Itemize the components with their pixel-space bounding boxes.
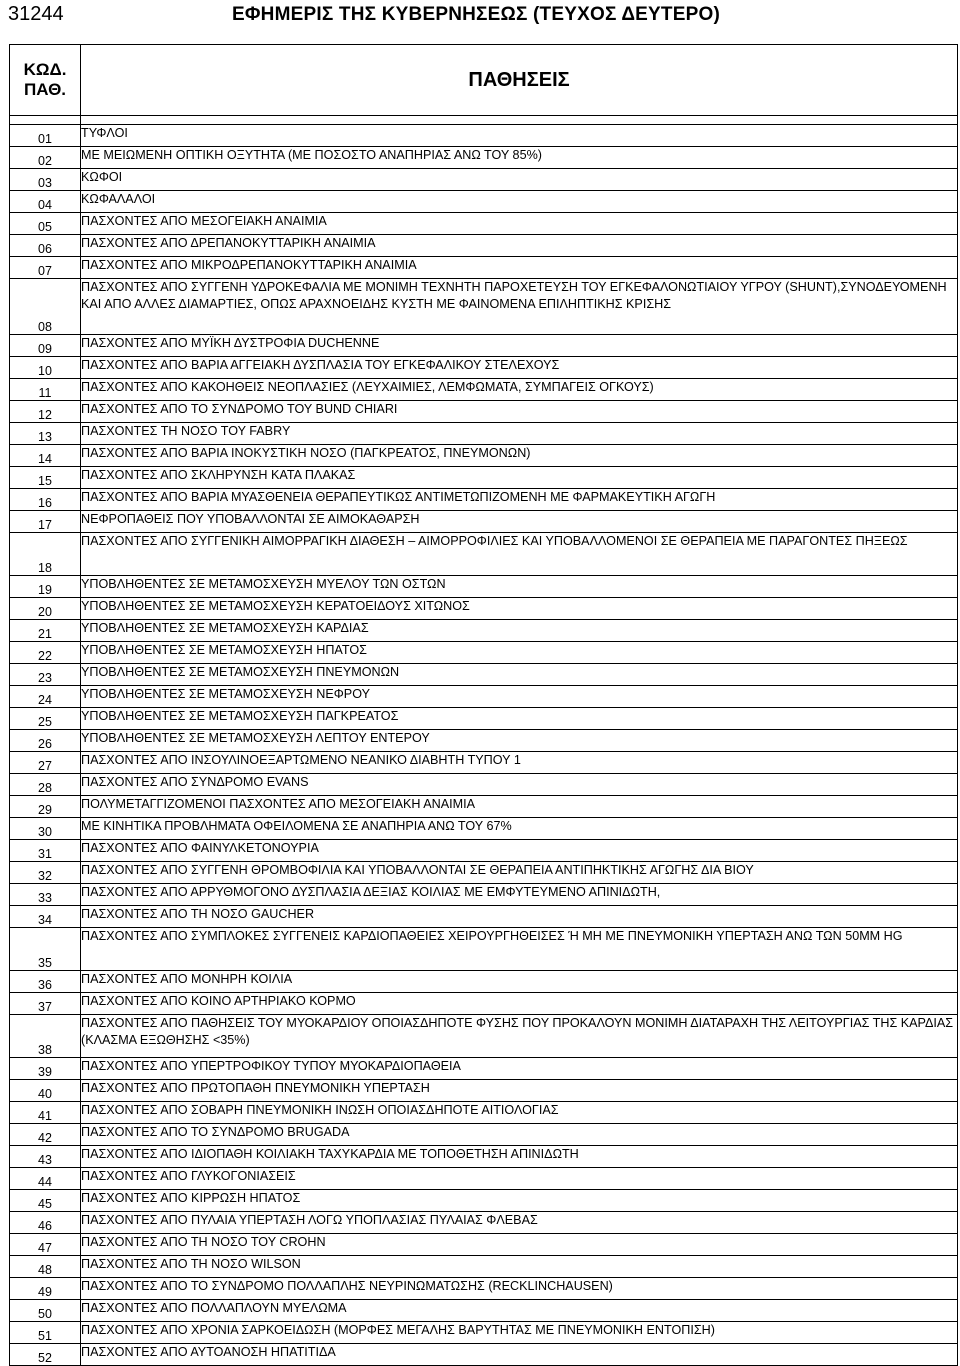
- table-row: [10, 467, 958, 489]
- table-row: [10, 489, 958, 511]
- table-row: [10, 445, 958, 467]
- condition-text: ΜΕ ΚΙΝΗΤΙΚΑ ΠΡΟΒΛΗΜΑΤΑ ΟΦΕΙΛΟΜΕΝΑ ΣΕ ΑΝΑΠΗΡΙΑ ΑΝΩ ΤΟΥ 67%: [81, 818, 958, 840]
- table-row: [10, 862, 958, 884]
- table-row: [10, 752, 958, 774]
- condition-text: ΠΑΣΧΟΝΤΕΣ ΑΠΟ ΠΟΛΛΑΠΛΟΥΝ ΜΥΕΛΩΜΑ: [81, 1300, 958, 1322]
- condition-text: ΜΕ ΜΕΙΩΜΕΝΗ ΟΠΤΙΚΗ ΟΞΥΤΗΤΑ (ΜΕ ΠΟΣΟΣΤΟ ΑΝΑΠΗΡΙΑΣ ΑΝΩ ΤΟΥ 85%): [81, 147, 958, 169]
- table-row: [10, 796, 958, 818]
- condition-code: 19: [10, 576, 81, 598]
- condition-text: ΥΠΟΒΛΗΘΕΝΤΕΣ ΣΕ ΜΕΤΑΜΟΣΧΕΥΣΗ ΜΥΕΛΟΥ ΤΩΝ ΟΣΤΩΝ: [81, 576, 958, 598]
- condition-code: 16: [10, 489, 81, 511]
- condition-code: 51: [10, 1322, 81, 1344]
- condition-text: ΠΑΣΧΟΝΤΕΣ ΑΠΟ ΣΥΝΔΡΟΜΟ EVANS: [81, 774, 958, 796]
- condition-code: 44: [10, 1168, 81, 1190]
- table-row: [10, 533, 958, 576]
- table-row: [10, 1058, 958, 1080]
- table-header-row: [10, 45, 958, 116]
- condition-code: 48: [10, 1256, 81, 1278]
- table-row: [10, 335, 958, 357]
- table-row: [10, 279, 958, 335]
- condition-code: 47: [10, 1234, 81, 1256]
- condition-code: 46: [10, 1212, 81, 1234]
- condition-code: 21: [10, 620, 81, 642]
- condition-text: ΠΑΣΧΟΝΤΕΣ ΑΠΟ ΤΗ ΝΟΣΟ GAUCHER: [81, 906, 958, 928]
- condition-text: ΠΑΣΧΟΝΤΕΣ ΑΠΟ ΤΟ ΣΥΝΔΡΟΜΟ ΠΟΛΛΑΠΛΗΣ ΝΕΥΡΙΝΩΜΑΤΩΣΗΣ (RECKLINCHAUSEN): [81, 1278, 958, 1300]
- condition-code: 14: [10, 445, 81, 467]
- condition-text: ΚΩΦΑΛΑΛΟΙ: [81, 191, 958, 213]
- table-row: [10, 840, 958, 862]
- table-row: [10, 1146, 958, 1168]
- condition-code: 15: [10, 467, 81, 489]
- table-row: [10, 125, 958, 147]
- condition-text: ΝΕΦΡΟΠΑΘΕΙΣ ΠΟΥ ΥΠΟΒΑΛΛΟΝΤΑΙ ΣΕ ΑΙΜΟΚΑΘΑΡΣΗ: [81, 511, 958, 533]
- condition-text: ΠΑΣΧΟΝΤΕΣ ΑΠΟ ΤΗ ΝΟΣΟ WILSON: [81, 1256, 958, 1278]
- condition-text: ΠΑΣΧΟΝΤΕΣ ΑΠΟ ΠΑΘΗΣΕΙΣ ΤΟΥ ΜΥΟΚΑΡΔΙΟΥ ΟΠΟΙΑΣΔΗΠΟΤΕ ΦΥΣΗΣ ΠΟΥ ΠΡΟΚΑΛΟΥΝ ΜΟΝΙΜΗ ΔΙΑΤΑΡΑΧΗ ΤΗΣ ΛΕΙΤΟΥΡΓΙΑΣ ΤΗΣ ΚΑΡΔΙΑΣ (ΚΛΑΣΜΑ ΕΞΩΘΗΣΗΣ <35%): [81, 1015, 958, 1058]
- table-row: [10, 686, 958, 708]
- condition-text: ΠΑΣΧΟΝΤΕΣ ΑΠΟ ΦΑΙΝΥΛΚΕΤΟΝΟΥΡΙΑ: [81, 840, 958, 862]
- table-row: [10, 357, 958, 379]
- gazette-title: ΕΦΗΜΕΡΙΣ ΤΗΣ ΚΥΒΕΡΝΗΣΕΩΣ (ΤΕΥΧΟΣ ΔΕΥΤΕΡΟ): [232, 4, 720, 25]
- condition-text: ΤΥΦΛΟΙ: [81, 125, 958, 147]
- table-row: [10, 730, 958, 752]
- condition-text: ΠΑΣΧΟΝΤΕΣ ΑΠΟ ΙΝΣΟΥΛΙΝΟΕΞΑΡΤΩΜΕΝΟ ΝΕΑΝΙΚΟ ΔΙΑΒΗΤΗ ΤΥΠΟΥ 1: [81, 752, 958, 774]
- table-row: [10, 401, 958, 423]
- condition-text: ΠΑΣΧΟΝΤΕΣ ΑΠΟ ΑΥΤΟΑΝΟΣΗ ΗΠΑΤΙΤΙΔΑ: [81, 1344, 958, 1366]
- condition-text: ΠΑΣΧΟΝΤΕΣ ΑΠΟ ΠΥΛΑΙΑ ΥΠΕΡΤΑΣΗ ΛΟΓΩ ΥΠΟΠΛΑΣΙΑΣ ΠΥΛΑΙΑΣ ΦΛΕΒΑΣ: [81, 1212, 958, 1234]
- condition-code: 29: [10, 796, 81, 818]
- condition-code: 01: [10, 125, 81, 147]
- condition-code: 05: [10, 213, 81, 235]
- condition-text: ΠΑΣΧΟΝΤΕΣ ΑΠΟ ΑΡΡΥΘΜΟΓΟΝΟ ΔΥΣΠΛΑΣΙΑ ΔΕΞΙΑΣ ΚΟΙΛΙΑΣ ΜΕ ΕΜΦΥΤΕΥΜΕΝΟ ΑΠΙΝΙΔΩΤΗ,: [81, 884, 958, 906]
- condition-text: ΥΠΟΒΛΗΘΕΝΤΕΣ ΣΕ ΜΕΤΑΜΟΣΧΕΥΣΗ ΚΑΡΔΙΑΣ: [81, 620, 958, 642]
- condition-text: ΠΑΣΧΟΝΤΕΣ ΑΠΟ ΚΟΙΝΟ ΑΡΤΗΡΙΑΚΟ ΚΟΡΜΟ: [81, 993, 958, 1015]
- condition-code: 17: [10, 511, 81, 533]
- table-row: [10, 235, 958, 257]
- table-row: [10, 169, 958, 191]
- condition-code: 18: [10, 533, 81, 576]
- condition-text: ΠΑΣΧΟΝΤΕΣ ΑΠΟ ΔΡΕΠΑΝΟΚΥΤΤΑΡΙΚΗ ΑΝΑΙΜΙΑ: [81, 235, 958, 257]
- condition-text: ΠΑΣΧΟΝΤΕΣ ΑΠΟ ΤΗ ΝΟΣΟ ΤΟΥ CROHN: [81, 1234, 958, 1256]
- condition-text: ΠΑΣΧΟΝΤΕΣ ΑΠΟ ΧΡΟΝΙΑ ΣΑΡΚΟΕΙΔΩΣΗ (ΜΟΡΦΕΣ ΜΕΓΑΛΗΣ ΒΑΡΥΤΗΤΑΣ ΜΕ ΠΝΕΥΜΟΝΙΚΗ ΕΝΤΟΠΙΣΗ): [81, 1322, 958, 1344]
- conditions-table: [9, 44, 958, 1366]
- condition-text: ΠΑΣΧΟΝΤΕΣ ΑΠΟ ΣΟΒΑΡΗ ΠΝΕΥΜΟΝΙΚΗ ΙΝΩΣΗ ΟΠΟΙΑΣΔΗΠΟΤΕ ΑΙΤΙΟΛΟΓΙΑΣ: [81, 1102, 958, 1124]
- condition-text: ΠΑΣΧΟΝΤΕΣ ΑΠΟ ΣΥΜΠΛΟΚΕΣ ΣΥΓΓΕΝΕΙΣ ΚΑΡΔΙΟΠΑΘΕΙΕΣ ΧΕΙΡΟΥΡΓΗΘΕΙΣΕΣ Ή ΜΗ ΜΕ ΠΝΕΥΜΟΝΙΚΗ ΥΠΕΡΤΑΣΗ ΑΝΩ ΤΩΝ 50ΜΜ HG: [81, 928, 958, 971]
- table-row: [10, 1212, 958, 1234]
- condition-code: 27: [10, 752, 81, 774]
- table-row: [10, 708, 958, 730]
- condition-text: ΥΠΟΒΛΗΘΕΝΤΕΣ ΣΕ ΜΕΤΑΜΟΣΧΕΥΣΗ ΛΕΠΤΟΥ ΕΝΤΕΡΟΥ: [81, 730, 958, 752]
- condition-text: ΠΑΣΧΟΝΤΕΣ ΑΠΟ ΜΕΣΟΓΕΙΑΚΗ ΑΝΑΙΜΙΑ: [81, 213, 958, 235]
- condition-code: 37: [10, 993, 81, 1015]
- table-row: [10, 1102, 958, 1124]
- page-header: [0, 0, 960, 34]
- condition-code: 42: [10, 1124, 81, 1146]
- condition-code: 31: [10, 840, 81, 862]
- table-row: [10, 1234, 958, 1256]
- condition-code: 12: [10, 401, 81, 423]
- table-body: [10, 116, 958, 1366]
- condition-text: ΠΑΣΧΟΝΤΕΣ ΑΠΟ ΣΥΓΓΕΝΗ ΘΡΟΜΒΟΦΙΛΙΑ ΚΑΙ ΥΠΟΒΑΛΛΟΝΤΑΙ ΣΕ ΘΕΡΑΠΕΙΑ ΑΝΤΙΠΗΚΤΙΚΗΣ ΑΓΩΓΗΣ ΔΙΑ ΒΙΟΥ: [81, 862, 958, 884]
- condition-code: 40: [10, 1080, 81, 1102]
- condition-code: 32: [10, 862, 81, 884]
- table-row: [10, 884, 958, 906]
- condition-code: 35: [10, 928, 81, 971]
- table-row: [10, 511, 958, 533]
- condition-code: 08: [10, 279, 81, 335]
- table-row: [10, 906, 958, 928]
- code-column-header: ΚΩΔ. ΠΑΘ.: [10, 45, 81, 116]
- page-number: 31244: [8, 3, 64, 25]
- condition-text: ΠΟΛΥΜΕΤΑΓΓΙΖΟΜΕΝΟΙ ΠΑΣΧΟΝΤΕΣ ΑΠΟ ΜΕΣΟΓΕΙΑΚΗ ΑΝΑΙΜΙΑ: [81, 796, 958, 818]
- condition-code: 33: [10, 884, 81, 906]
- condition-code: 11: [10, 379, 81, 401]
- condition-code: 23: [10, 664, 81, 686]
- condition-text: ΥΠΟΒΛΗΘΕΝΤΕΣ ΣΕ ΜΕΤΑΜΟΣΧΕΥΣΗ ΠΑΓΚΡΕΑΤΟΣ: [81, 708, 958, 730]
- condition-code: 25: [10, 708, 81, 730]
- table-row: [10, 191, 958, 213]
- table-row: [10, 147, 958, 169]
- table-row: [10, 642, 958, 664]
- condition-code: 04: [10, 191, 81, 213]
- condition-text: ΠΑΣΧΟΝΤΕΣ ΑΠΟ ΒΑΡΙΑ ΙΝΟΚΥΣΤΙΚΗ ΝΟΣΟ (ΠΑΓΚΡΕΑΤΟΣ, ΠΝΕΥΜΟΝΩΝ): [81, 445, 958, 467]
- condition-code: 39: [10, 1058, 81, 1080]
- condition-code: 03: [10, 169, 81, 191]
- condition-text: ΠΑΣΧΟΝΤΕΣ ΤΗ ΝΟΣΟ ΤΟΥ FABRY: [81, 423, 958, 445]
- condition-text: ΠΑΣΧΟΝΤΕΣ ΑΠΟ ΜΟΝΗΡΗ ΚΟΙΛΙΑ: [81, 971, 958, 993]
- condition-text: ΚΩΦΟΙ: [81, 169, 958, 191]
- condition-code: 24: [10, 686, 81, 708]
- table-row: [10, 257, 958, 279]
- condition-text: ΠΑΣΧΟΝΤΕΣ ΑΠΟ ΙΔΙΟΠΑΘΗ ΚΟΙΛΙΑΚΗ ΤΑΧΥΚΑΡΔΙΑ ΜΕ ΤΟΠΟΘΕΤΗΣΗ ΑΠΙΝΙΔΩΤΗ: [81, 1146, 958, 1168]
- table-row: [10, 213, 958, 235]
- condition-code: 10: [10, 357, 81, 379]
- table-row: [10, 1080, 958, 1102]
- table-row: [10, 1015, 958, 1058]
- condition-code: 30: [10, 818, 81, 840]
- table-row: [10, 664, 958, 686]
- condition-text: ΠΑΣΧΟΝΤΕΣ ΑΠΟ ΤΟ ΣΥΝΔΡΟΜΟ BRUGADA: [81, 1124, 958, 1146]
- table-row: [10, 993, 958, 1015]
- condition-text: ΥΠΟΒΛΗΘΕΝΤΕΣ ΣΕ ΜΕΤΑΜΟΣΧΕΥΣΗ ΗΠΑΤΟΣ: [81, 642, 958, 664]
- table-row: [10, 1256, 958, 1278]
- condition-code: 50: [10, 1300, 81, 1322]
- condition-text: ΠΑΣΧΟΝΤΕΣ ΑΠΟ ΣΥΓΓΕΝΗ ΥΔΡΟΚΕΦΑΛΙΑ ΜΕ ΜΟΝΙΜΗ ΤΕΧΝΗΤΗ ΠΑΡΟΧΕΤΕΥΣΗ ΤΟΥ ΕΓΚΕΦΑΛΟΝΩΤΙΑΙΟΥ ΥΓΡΟΥ (SHUNT),ΣΥΝΟΔΕΥΟΜΕΝΗ ΚΑΙ ΑΠΟ ΑΛΛΕΣ ΔΙΑΜΑΡΤΙΕΣ, ΟΠΩΣ ΑΡΑΧΝΟΕΙΔΗΣ ΚΥΣΤΗ ΜΕ ΦΑΙΝΟΜΕΝΑ ΕΠΙΛΗΠΤΙΚΗΣ ΚΡΙΣΗΣ: [81, 279, 958, 335]
- condition-code: 06: [10, 235, 81, 257]
- condition-text: ΠΑΣΧΟΝΤΕΣ ΑΠΟ ΓΛΥΚΟΓΟΝΙΑΣΕΙΣ: [81, 1168, 958, 1190]
- table-row: [10, 1124, 958, 1146]
- spacer-cell: [81, 116, 958, 125]
- table-row: [10, 576, 958, 598]
- condition-text: ΠΑΣΧΟΝΤΕΣ ΑΠΟ ΠΡΩΤΟΠΑΘΗ ΠΝΕΥΜΟΝΙΚΗ ΥΠΕΡΤΑΣΗ: [81, 1080, 958, 1102]
- table-row: [10, 928, 958, 971]
- table-row: [10, 1278, 958, 1300]
- condition-text: ΠΑΣΧΟΝΤΕΣ ΑΠΟ ΒΑΡΙΑ ΜΥΑΣΘΕΝΕΙΑ ΘΕΡΑΠΕΥΤΙΚΩΣ ΑΝΤΙΜΕΤΩΠΙΖΟΜΕΝΗ ΜΕ ΦΑΡΜΑΚΕΥΤΙΚΗ ΑΓΩΓΗ: [81, 489, 958, 511]
- condition-text: ΠΑΣΧΟΝΤΕΣ ΑΠΟ ΜΥΪΚΗ ΔΥΣΤΡΟΦΙΑ DUCHENNE: [81, 335, 958, 357]
- table-row: [10, 1190, 958, 1212]
- table-row: [10, 1322, 958, 1344]
- condition-text: ΥΠΟΒΛΗΘΕΝΤΕΣ ΣΕ ΜΕΤΑΜΟΣΧΕΥΣΗ ΝΕΦΡΟΥ: [81, 686, 958, 708]
- condition-code: 36: [10, 971, 81, 993]
- conditions-column-header: ΠΑΘΗΣΕΙΣ: [81, 45, 958, 116]
- condition-code: 38: [10, 1015, 81, 1058]
- condition-code: 52: [10, 1344, 81, 1366]
- condition-text: ΠΑΣΧΟΝΤΕΣ ΑΠΟ ΜΙΚΡΟΔΡΕΠΑΝΟΚΥΤΤΑΡΙΚΗ ΑΝΑΙΜΙΑ: [81, 257, 958, 279]
- condition-text: ΠΑΣΧΟΝΤΕΣ ΑΠΟ ΥΠΕΡΤΡΟΦΙΚΟΥ ΤΥΠΟΥ ΜΥΟΚΑΡΔΙΟΠΑΘΕΙΑ: [81, 1058, 958, 1080]
- condition-code: 41: [10, 1102, 81, 1124]
- condition-text: ΠΑΣΧΟΝΤΕΣ ΑΠΟ ΤΟ ΣΥΝΔΡΟΜΟ ΤΟΥ BUND CHIARI: [81, 401, 958, 423]
- condition-text: ΥΠΟΒΛΗΘΕΝΤΕΣ ΣΕ ΜΕΤΑΜΟΣΧΕΥΣΗ ΠΝΕΥΜΟΝΩΝ: [81, 664, 958, 686]
- condition-text: ΠΑΣΧΟΝΤΕΣ ΑΠΟ ΒΑΡΙΑ ΑΓΓΕΙΑΚΗ ΔΥΣΠΛΑΣΙΑ ΤΟΥ ΕΓΚΕΦΑΛΙΚΟΥ ΣΤΕΛΕΧΟΥΣ: [81, 357, 958, 379]
- condition-text: ΠΑΣΧΟΝΤΕΣ ΑΠΟ ΚΙΡΡΩΣΗ ΗΠΑΤΟΣ: [81, 1190, 958, 1212]
- table-row: [10, 1168, 958, 1190]
- condition-text: ΠΑΣΧΟΝΤΕΣ ΑΠΟ ΣΥΓΓΕΝΙΚΗ ΑΙΜΟΡΡΑΓΙΚΗ ΔΙΑΘΕΣΗ – ΑΙΜΟΡΡΟΦΙΛΙΕΣ ΚΑΙ ΥΠΟΒΑΛΛΟΜΕΝΟΙ ΣΕ ΘΕΡΑΠΕΙΑ ΜΕ ΠΑΡΑΓΟΝΤΕΣ ΠΗΞΕΩΣ: [81, 533, 958, 576]
- condition-code: 20: [10, 598, 81, 620]
- condition-code: 43: [10, 1146, 81, 1168]
- table-row: [10, 620, 958, 642]
- condition-code: 28: [10, 774, 81, 796]
- condition-text: ΠΑΣΧΟΝΤΕΣ ΑΠΟ ΚΑΚΟΗΘΕΙΣ ΝΕΟΠΛΑΣΙΕΣ (ΛΕΥΧΑΙΜΙΕΣ, ΛΕΜΦΩΜΑΤΑ, ΣΥΜΠΑΓΕΙΣ ΟΓΚΟΥΣ): [81, 379, 958, 401]
- table-row: [10, 774, 958, 796]
- table-row: [10, 598, 958, 620]
- spacer-row: [10, 116, 958, 125]
- condition-code: 26: [10, 730, 81, 752]
- table-row: [10, 971, 958, 993]
- condition-code: 09: [10, 335, 81, 357]
- table-row: [10, 423, 958, 445]
- condition-code: 45: [10, 1190, 81, 1212]
- condition-code: 34: [10, 906, 81, 928]
- condition-code: 07: [10, 257, 81, 279]
- table-row: [10, 1300, 958, 1322]
- condition-code: 02: [10, 147, 81, 169]
- condition-code: 22: [10, 642, 81, 664]
- condition-code: 49: [10, 1278, 81, 1300]
- table-row: [10, 1344, 958, 1366]
- spacer-cell: [10, 116, 81, 125]
- table-row: [10, 379, 958, 401]
- condition-code: 13: [10, 423, 81, 445]
- table-row: [10, 818, 958, 840]
- condition-text: ΥΠΟΒΛΗΘΕΝΤΕΣ ΣΕ ΜΕΤΑΜΟΣΧΕΥΣΗ ΚΕΡΑΤΟΕΙΔΟΥΣ ΧΙΤΩΝΟΣ: [81, 598, 958, 620]
- condition-text: ΠΑΣΧΟΝΤΕΣ ΑΠΟ ΣΚΛΗΡΥΝΣΗ ΚΑΤΑ ΠΛΑΚΑΣ: [81, 467, 958, 489]
